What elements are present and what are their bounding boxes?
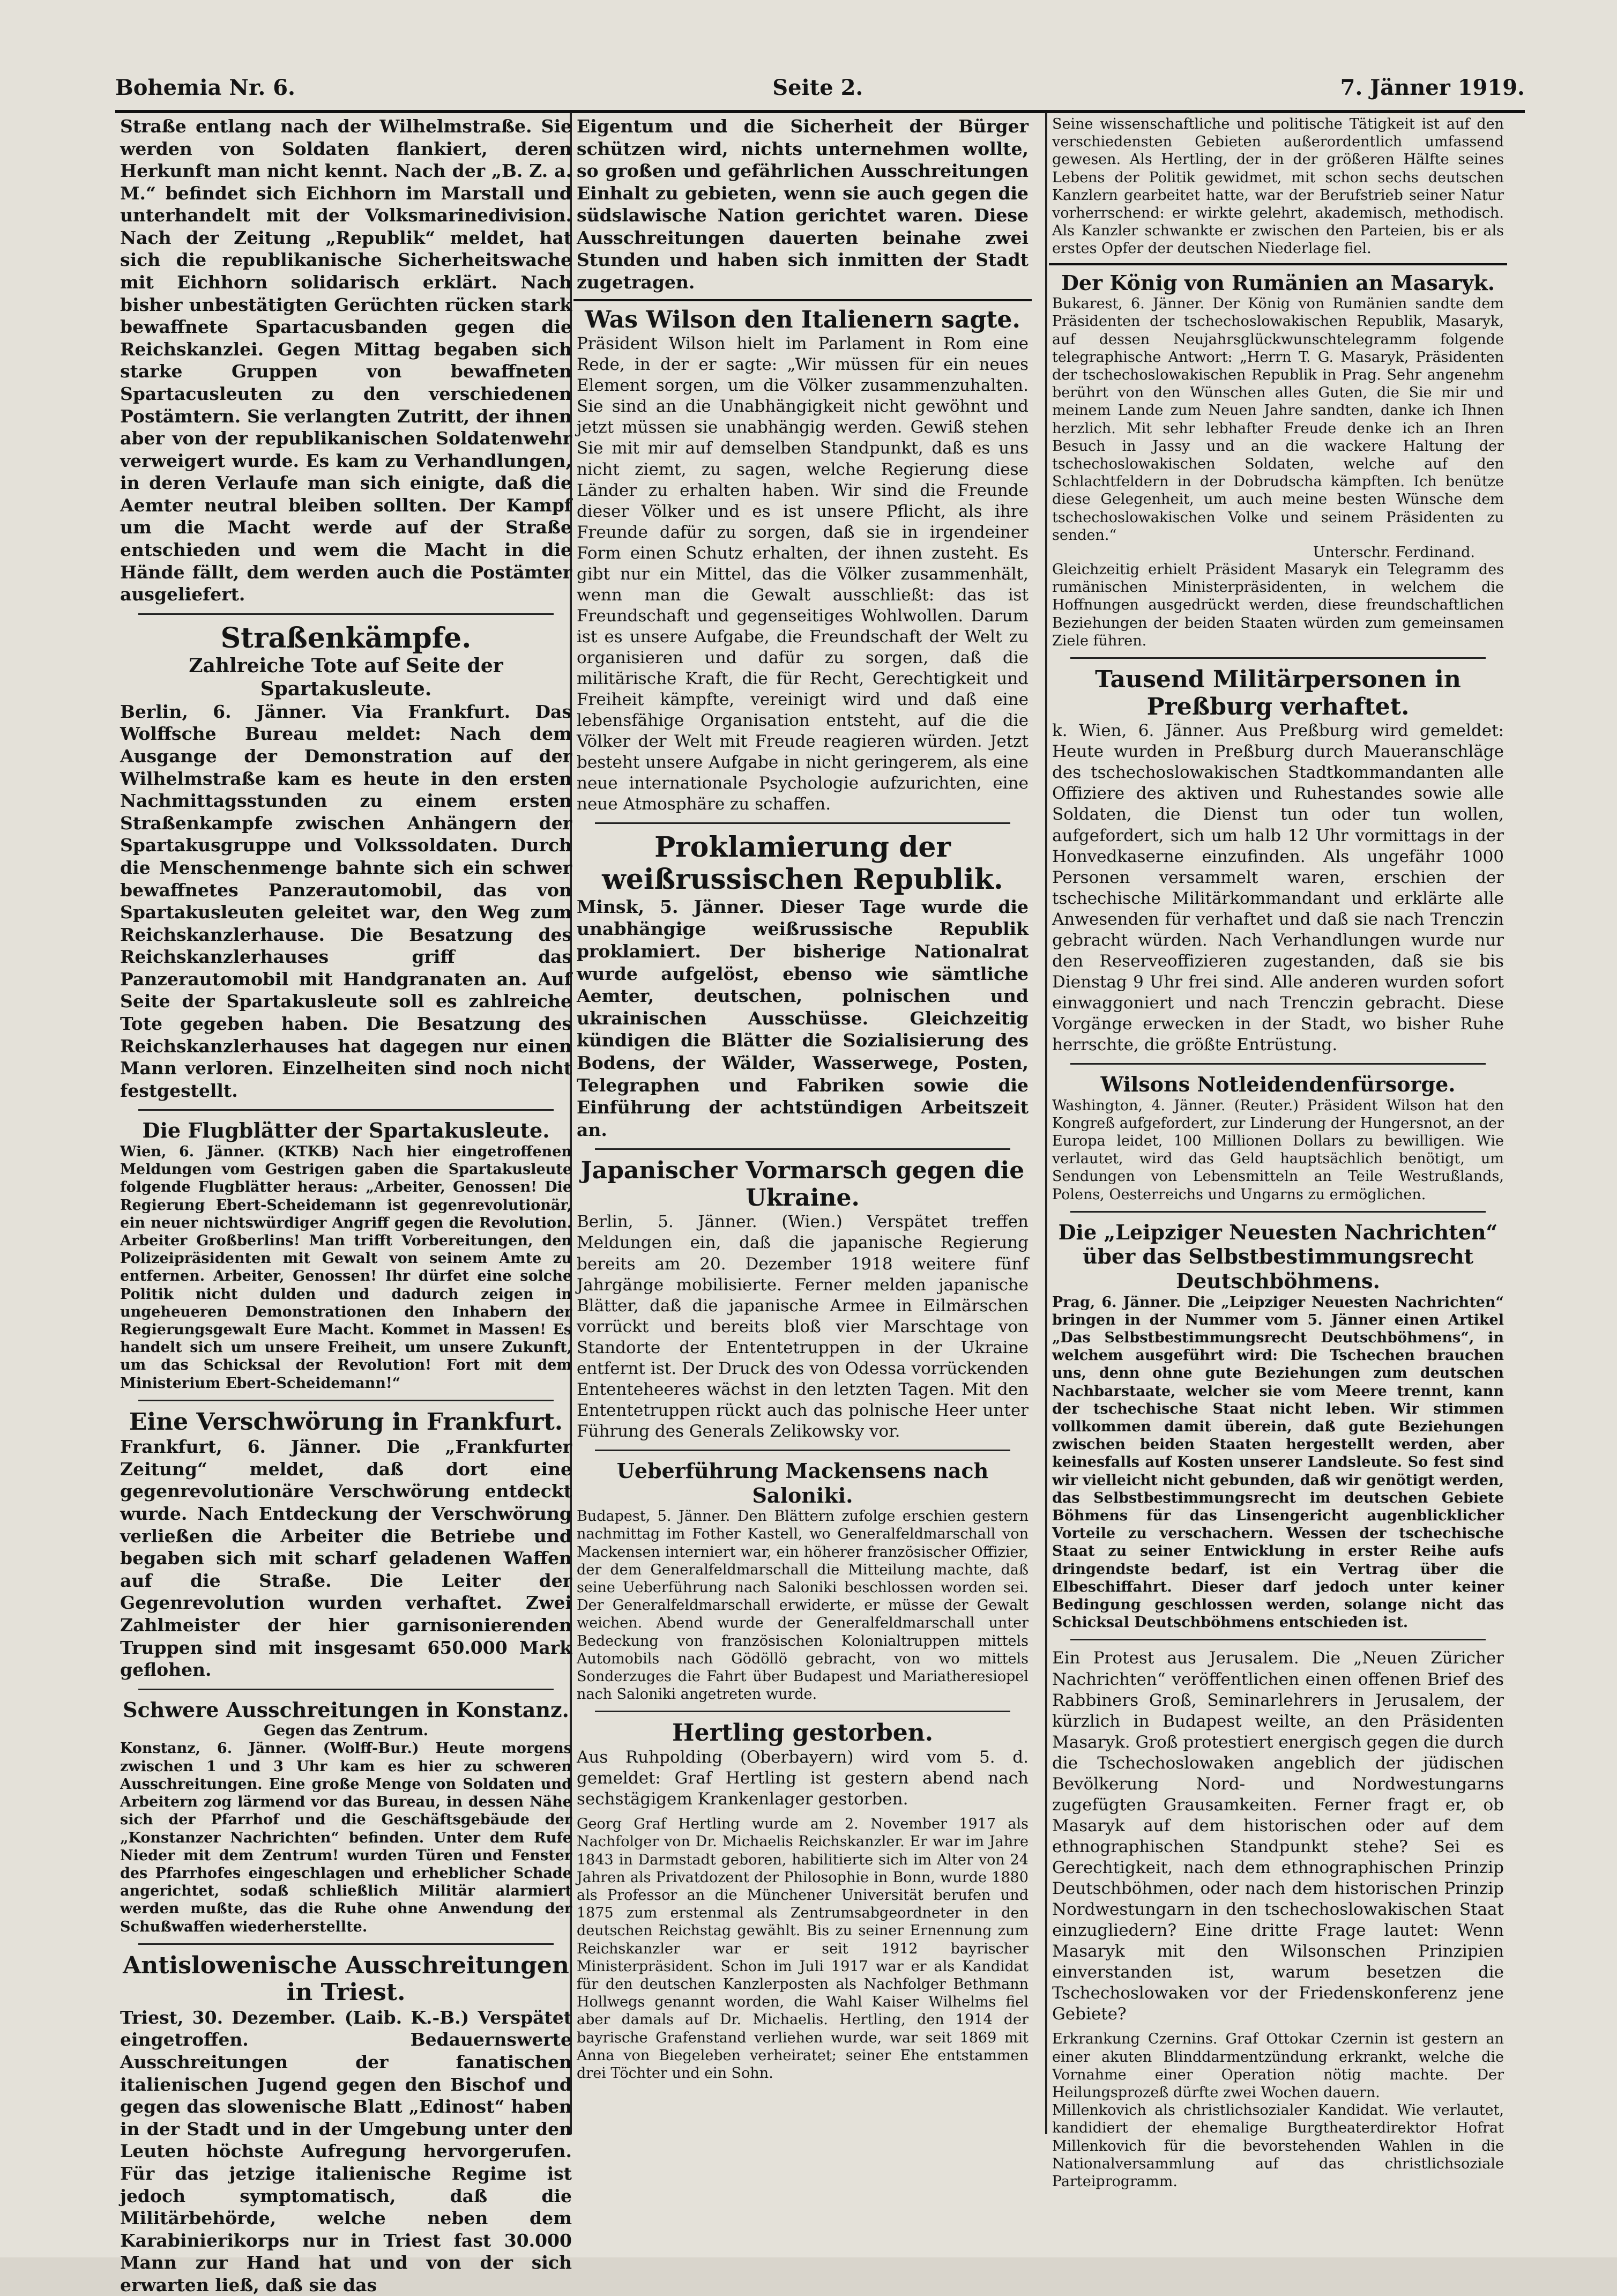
divider	[1070, 1063, 1486, 1065]
divider	[595, 1450, 1010, 1451]
article-body: Gleichzeitig erhielt Präsident Masaryk ein Telegramm des rumänischen Ministerpräsidenten, in welchem die Hoffnungen ausgedrückt werden, diese freundschaftlichen Beziehungen der beiden Staaten würden zum gemeinsamen Ziele führen.	[1052, 561, 1504, 649]
headline-flugblaetter: Die Flugblätter der Spartakusleute.	[142, 1118, 550, 1143]
article-continuation: Straße entlang nach der Wilhelmstraße. Sie werden von Soldaten flankiert, deren Herkunft man nicht kennt. Nach der „B. Z. a. M.“ befindet sich Eichhorn im Marstall und unterhandelt mit der Volksmarinedivision. Nach der Zeitung „Republik“ meldet, hat sich die republikanische Sicherheitswache mit Eichhorn solidarisch erklärt. Nach bisher unbestätigten Gerüchten rücken stark bewaffnete Spartacusbanden gegen die Reichskanzlei. Gegen Mittag begaben sich starke Gruppen von bewaffneten Spartacusleuten zu den verschiedenen Postämtern. Sie verlangten Zutritt, der ihnen aber von der republikanischen Soldatenwehr verweigert wurde. Es kam zu Verhandlungen, in deren Verlaufe man sich einigte, daß die Aemter neutral bleiben sollten. Der Kampf um die Macht werde auf der Straße entschieden und wem die Macht in die Hände fällt, dem werden auch die Postämter ausgeliefert.	[120, 116, 572, 605]
divider	[138, 1943, 554, 1945]
divider	[573, 299, 1032, 301]
article-body: k. Wien, 6. Jänner. Aus Preßburg wird gemeldet: Heute wurden in Preßburg durch Maueranschläge des tschechoslowakischen Stadtkommandanten alle Offiziere des aktiven und Ruhestandes sowie alle Soldaten, die Dienst tun oder tun wollen, aufgefordert, sich um halb 12 Uhr vormittags in der Honvedkaserne einzufinden. Als ungefähr 1000 Personen versammelt waren, erschien der tschechische Militärkommandant und erklärte alle Anwesenden für verhaftet und daß sie nach Trenczin gebracht würden. Nach Verhandlungen wurde nur den Reserveoffizieren zugestanden, daß sie bis Dienstag 9 Uhr frei sind. Alle anderen wurden sofort einwaggoniert und nach Trenczin gebracht. Diese Vorgänge erwecken in der Stadt, wo bisher Ruhe herrschte, die größte Entrüstung.	[1052, 721, 1504, 1054]
divider	[138, 1109, 554, 1111]
headline-verschwoerung: Eine Verschwörung in Frankfurt.	[129, 1408, 563, 1436]
divider	[138, 1400, 554, 1401]
article-body: Bukarest, 6. Jänner. Der König von Rumänien sandte dem Präsidenten der tschechoslowakischen Republik, Masaryk, auf dessen Neujahrsglückwunschtelegramm folgende telegraphische Antwort: „Herrn T. G. Masaryk, Präsidenten der tschechoslowakischen Republik in Prag. Sehr angenehm berührt von den Wünschen alles Guten, die Sie mir und meinem Lande zum Neuen Jahre sandten, danke ich Ihnen herzlich. Mit sehr lebhafter Freude denke ich an Ihren Besuch in Jassy und an die wackere Haltung der tschechoslowakischen Soldaten, welche auf den Schlachtfeldern in der Dobrudscha kämpften. Ich benütze diese Gelegenheit, um auch meine besten Wünsche dem tschechoslowakischen Volke und seinem Präsidenten zu senden.“	[1052, 295, 1504, 544]
divider	[138, 1689, 554, 1690]
subheadline: Gegen das Zentrum.	[263, 1722, 429, 1740]
article-body: Minsk, 5. Jänner. Dieser Tage wurde die unabhängige weißrussische Republik proklamiert. Der bisherige Nationalrat wurde aufgelöst, ebenso wie sämtliche Aemter, deutschen, polnischen und ukrainischen Ausschüsse. Gleichzeitig kündigen die Blätter die Sozialisierung des Bodens, der Wälder, Wasserwege, Posten, Telegraphen und Fabriken sowie die Einführung der achtstündigen Arbeitszeit an.	[577, 896, 1029, 1140]
article-body: Triest, 30. Dezember. (Laib. K.-B.) Verspätet eingetroffen. Bedauernswerte Ausschreitungen der fanatischen italienischen Jugend gegen den Bischof und gegen das slowenische Blatt „Edinost“ haben in der Stadt und in der Umgebung unter den Leuten höchste Aufregung hervorgerufen. Für das jetzige italienische Regime ist jedoch symptomatisch, daß die Militärbehörde, welche neben dem Karabinierikorps nur in Triest fast 30.000 Mann zur Hand hat und von der sich erwarten ließ, daß sie das	[120, 2007, 572, 2295]
article-body: Konstanz, 6. Jänner. (Wolff-Bur.) Heute morgens zwischen 1 und 3 Uhr kam es hier zu schweren Ausschreitungen. Eine große Menge von Soldaten und Arbeitern zog lärmend vor das Bureau, in dessen Nähe sich der Pfarrhof und die Geschäftsgebäude der „Konstanzer Nachrichten“ befinden. Unter dem Rufe Nieder mit dem Zentrum! wurden Türen und Fenster des Pfarrhofes eingeschlagen und erheblicher Schade angerichtet, sodaß schließlich Militär alarmiert werden mußte, das die Ruhe ohne Anwendung der Schußwaffen wiederherstellte.	[120, 1740, 572, 1935]
article-body: Frankfurt, 6. Jänner. Die „Frankfurter Zeitung“ meldet, daß dort eine gegenrevolutionäre Verschwörung entdeckt wurde. Nach Entdeckung der Verschwörung verließen die Arbeiter die Betriebe und begaben sich mit scharf geladenen Waffen auf die Straße. Die Leiter der Gegenrevolution wurden verhaftet. Zwei Zahlmeister der hier garnisonierenden Truppen sind mit insgesamt 650.000 Mark geflohen.	[120, 1436, 572, 1681]
column-divider	[1045, 113, 1047, 2134]
headline-mackensen: Ueberführung Mackensens nach Saloniki.	[616, 1458, 989, 1507]
article-body: Prag, 6. Jänner. Die „Leipziger Neuesten Nachrichten“ bringen in der Nummer vom 5. Jänner einen Artikel „Das Selbstbestimmungsrecht Deutschböhmens“, in welchem ausgeführt wird: Die Tschechen brauchen uns, denn ohne gute Beziehungen zum deutschen Nachbarstaate, welcher sie vom Meere trennt, kann der tschechische Staat nicht leben. Wir stimmen vollkommen damit überein, daß gute Beziehungen zwischen beiden Staaten hergestellt werden, aber keinesfalls auf Kosten unserer Landsleute. So fest sind wir vielleicht nicht gebunden, daß wir genötigt werden, das Selbstbestimmungsrecht im deutschen Gebiete Böhmens für das Linsengericht augenblicklicher Vorteile zu verschachern. Wessen der tschechische Staat zu seiner Entwicklung in erster Reihe aufs dringendste bedarf, ist ein Vertrag über die Elbeschiffahrt. Dieser darf jedoch unter keiner Bedingung geschlossen werden, solange nicht das Schicksal Deutschböhmens entschieden ist.	[1052, 1294, 1504, 1631]
headline-wilson-fuersorge: Wilsons Notleidendenfürsorge.	[1100, 1072, 1456, 1097]
masthead-paper-issue: Bohemia Nr. 6.	[115, 75, 295, 100]
divider	[138, 613, 554, 615]
column-2	[573, 115, 1032, 2136]
article-body: Präsident Wilson hielt im Parlament in Rom eine Rede, in der er sagte: „Wir müssen für ein neues Element sorgen, um die Völker zusammenzuhalten. Sie sind an die Unabhängigkeit nicht gewöhnt und jetzt müssen sie unabhängig werden. Gewiß stehen Sie mit mir auf demselben Standpunkt, daß es uns nicht ziemt, zu sagen, welche Regierung diese Länder zu erhalten haben. Wir sind die Freunde dieser Völker und es ist unsere Pflicht, als ihre Freunde dafür zu sorgen, daß sie in irgendeiner Form einen Schutz erhalten, der ihnen zusteht. Es gibt nur ein Mittel, das die Völker zusammenhält, wenn man die Gewalt ausschließt: das ist Freundschaft und gegenseitiges Wohlwollen. Darum ist es unsere Aufgabe, die Freundschaft der Welt zu organisieren und dafür zu sorgen, daß die militärische Kraft, die für Recht, Gerechtigkeit und Freiheit kämpfte, vereinigt wird und daß eine lebensfähige Organisation entsteht, auf die die Völker der Welt mit Freude reagieren würden. Jetzt besteht unsere Aufgabe in nicht geringerem, als eine neue internationale Psychologie aufzurichten, eine neue Atmosphäre zu schaffen.	[577, 334, 1029, 814]
article-body: Berlin, 5. Jänner. (Wien.) Verspätet treffen Meldungen ein, daß die japanische Regierung bereits am 20. Dezember 1918 weitere fünf Jahrgänge mobilisierte. Ferner melden japanische Blätter, daß die japanische Armee in Eilmärschen vorrückt und bereits bloß vier Marschtage von Standorte der Ententetruppen in der Ukraine entfernt ist. Der Druck des von Odessa vorrückenden Ententeheeres wächst in den letzten Tagen. Mit den Ententetruppen rückt auch das polnische Heer unter Führung des Generals Zelikowsky vor.	[577, 1212, 1029, 1441]
headline-strassenkaempfe: Straßenkämpfe.	[220, 621, 472, 655]
article-jerusalem: Ein Protest aus Jerusalem. Die „Neuen Züricher Nachrichten“ veröffentlichen einen offenen Brief des Rabbiners Groß, Seminarlehrers in Jerusalem, der kürzlich in Budapest weilte, an den Präsidenten Masaryk. Groß protestiert energisch gegen die durch die Tschechoslowaken angeblich der jüdischen Bevölkerung Nord- und Nordwestungarns zugefügten Grausamkeiten. Ferner fragt er, ob Masaryk auf dem historischen oder auf dem ethnographischen Standpunkt stehe? Sei es Gerechtigkeit, nach dem ethnographischen Prinzip Deutschböhmen, oder nach dem historischen Prinzip Nordwestungarn in den tschechoslowakischen Staat einzugliedern? Eine dritte Frage lautet: Wenn Masaryk mit den Wilsonschen Prinzipien einverstanden ist, warum besetzen die Tschechoslowaken vor der Friedenskonferenz jene Gebiete?	[1052, 1648, 1504, 2024]
headline-japan: Japanischer Vormarsch gegen die Ukraine.	[580, 1157, 1025, 1212]
article-biography: Georg Graf Hertling wurde am 2. November 1917 als Nachfolger von Dr. Michaelis Reichskanzler. Er war im Jahre 1843 in Darmstadt geboren, habilitierte sich im Alter von 24 Jahren als Privatdozent der Philosophie in Bonn, wurde 1880 als Professor an die Münchener Universität berufen und 1875 zum erstenmal als Zentrumsabgeordneter in den deutschen Reichstag gewählt. Bis zu seiner Ernennung zum Reichskanzler war er seit 1912 bayrischer Ministerpräsident. Schon im Juli 1917 war er als Kandidat für den deutschen Kanzlerposten als Nachfolger Bethmann Hollwegs genannt worden, die Wahl Kaiser Wilhelms fiel aber damals auf Dr. Michaelis. Hertling, den 1914 der bayrische Grafenstand verliehen wurde, war seit 1869 mit Anna von Biegeleben verheiratet; seiner Ehe entstammen drei Töchter und ein Sohn.	[577, 1816, 1029, 2082]
divider	[595, 822, 1010, 824]
divider	[595, 1711, 1010, 1712]
divider	[1070, 1639, 1486, 1640]
divider	[1049, 263, 1507, 265]
headline-konstanz: Schwere Ausschreitungen in Konstanz.	[123, 1697, 569, 1722]
masthead-date: 7. Jänner 1919.	[1340, 75, 1525, 100]
divider	[595, 1148, 1010, 1150]
article-body: Washington, 4. Jänner. (Reuter.) Präsident Wilson hat den Kongreß aufgefordert, zur Linderung der Hungersnot, an der Europa leidet, 100 Millionen Dollars zu bewilligen. Wie verlautet, wird das Geld hauptsächlich benötigt, um Sendungen von Lebensmitteln an Teile Westrußlands, Polens, Oesterreichs und Ungarns zu ermöglichen.	[1052, 1097, 1504, 1203]
article-body: Aus Ruhpolding (Oberbayern) wird vom 5. d. gemeldet: Graf Hertling ist gestern abend nach sechstägigem Krankenlager gestorben.	[577, 1747, 1029, 1809]
headline-weissrussland: Proklamierung der weißrussischen Republik.	[602, 831, 1003, 896]
masthead-page-number: Seite 2.	[772, 75, 863, 100]
signature: Unterschr. Ferdinand.	[1313, 544, 1475, 561]
article-body: Budapest, 5. Jänner. Den Blättern zufolge erschien gestern nachmittag im Fother Kastell, wo Generalfeldmarschall von Mackensen interniert war, ein höherer französischer Offizier, der dem Generalfeldmarschall die Mitteilung machte, daß seine Ueberführung nach Saloniki beschlossen worden sei. Der Generalfeldmarschall erwiderte, er müsse der Gewalt weichen. Abend wurde der Generalfeldmarschall unter Bedeckung von französischen Kolonialtruppen mittels Automobils nach Gödöllö gebracht, von wo mittels Sonderzuges die Fahrt über Budapest und Mariatheresiopel nach Saloniki angetreten wurde.	[577, 1508, 1029, 1703]
headline-triest: Antislowenische Ausschreitungen in Triest.	[123, 1951, 569, 2007]
headline-pressburg: Tausend Militärpersonen in Preßburg verhaftet.	[1095, 666, 1461, 720]
subheadline: Zahlreiche Tote auf Seite der Spartakusleute.	[189, 654, 503, 700]
article-continuation: Eigentum und die Sicherheit der Bürger schützen wird, nichts unternehmen wollte, so großen und gefährlichen Ausschreitungen Einhalt zu gebieten, wenn sie auch gegen die südslawische Nation gerichtet waren. Diese Ausschreitungen dauerten beinahe zwei Stunden und haben sich inmitten der Stadt zugetragen.	[577, 116, 1029, 293]
masthead	[115, 69, 1525, 106]
headline-rumaenien: Der König von Rumänien an Masaryk.	[1061, 270, 1495, 295]
divider	[1070, 657, 1486, 659]
headline-hertling: Hertling gestorben.	[672, 1719, 934, 1747]
headline-wilson: Was Wilson den Italienern sagte.	[585, 306, 1020, 333]
column-1	[117, 115, 575, 2295]
article-body: Wien, 6. Jänner. (KTKB) Nach hier eingetroffenen Meldungen vom Gestrigen gaben die Spartakusleute folgende Flugblätter heraus: „Arbeiter, Genossen! Die Regierung Ebert-Scheidemann ist gegenrevolutionär, ein neuer nichtswürdiger Angriff gegen die Revolution. Arbeiter Großberlins! Man trifft Vorbereitungen, den Polizeipräsidenten mit Gewalt von seinem Amte zu entfernen. Arbeiter, Genossen! Ihr dürfet eine solche Politik nicht dulden und dadurch zeigen in ungeheueren Demonstrationen den Inhabern der Regierungsgewalt Eure Macht. Kommet in Massen! Es handelt sich um unsere Freiheit, um unsere Zukunft, um das Schicksal der Revolution! Fort mit dem Ministerium Ebert-Scheidemann!“	[120, 1143, 572, 1392]
article-czernin: Erkrankung Czernins. Graf Ottokar Czernin ist gestern an einer akuten Blinddarmentzündung erkrankt, welche die Vornahme einer Operation nötig machte. Der Heilungsprozeß dürfte zwei Wochen dauern.	[1052, 2031, 1504, 2101]
article-body: Berlin, 6. Jänner. Via Frankfurt. Das Wolffsche Bureau meldet: Nach dem Ausgange der Demonstration auf der Wilhelmstraße kam es heute in den ersten Nachmittagsstunden zu einem ersten Straßenkampfe zwischen Anhängern der Spartakusgruppe und Volkssoldaten. Durch die Menschenmenge bahnte sich ein schwer bewaffnetes Panzerautomobil, das von Spartakusleuten geleitet war, den Weg zum Reichskanzlerhause. Die Besatzung des Reichskanzlerhauses griff das Panzerautomobil mit Handgranaten an. Auf Seite der Spartakusleute soll es zahlreiche Tote gegeben haben. Die Besatzung des Reichskanzlerhauses hat dagegen nur einen Mann verloren. Einzelheiten sind noch nicht festgestellt.	[120, 701, 572, 1101]
divider	[1070, 1211, 1486, 1213]
headline-leipziger: Die „Leipziger Neuesten Nachrichten“ über das Selbstbestimmungsrecht Deutschböhmens.	[1058, 1220, 1498, 1294]
masthead-rule	[115, 110, 1525, 113]
article-continuation: Seine wissenschaftliche und politische Tätigkeit ist auf den verschiedensten Gebieten außerordentlich umfassend gewesen. Als Hertling, der in der größeren Hälfte seines Lebens der Politik gewidmet, mit schon sechs deutschen Kanzlern gearbeitet hatte, war der Berufstrieb seiner Natur vorherrschend: er wirkte gelehrt, akademisch, methodisch. Als Kanzler schwankte er zwischen den Parteien, bis er als erstes Opfer der deutschen Niederlage fiel.	[1052, 116, 1504, 257]
column-3	[1049, 115, 1507, 2190]
article-millenkovich: Millenkovich als christlichsozialer Kandidat. Wie verlautet, kandidiert der ehemalige Burgtheaterdirektor Hofrat Millenkovich für die bevorstehenden Wahlen in die Nationalversammlung auf das christlichsoziale Parteiprogramm.	[1052, 2102, 1504, 2190]
